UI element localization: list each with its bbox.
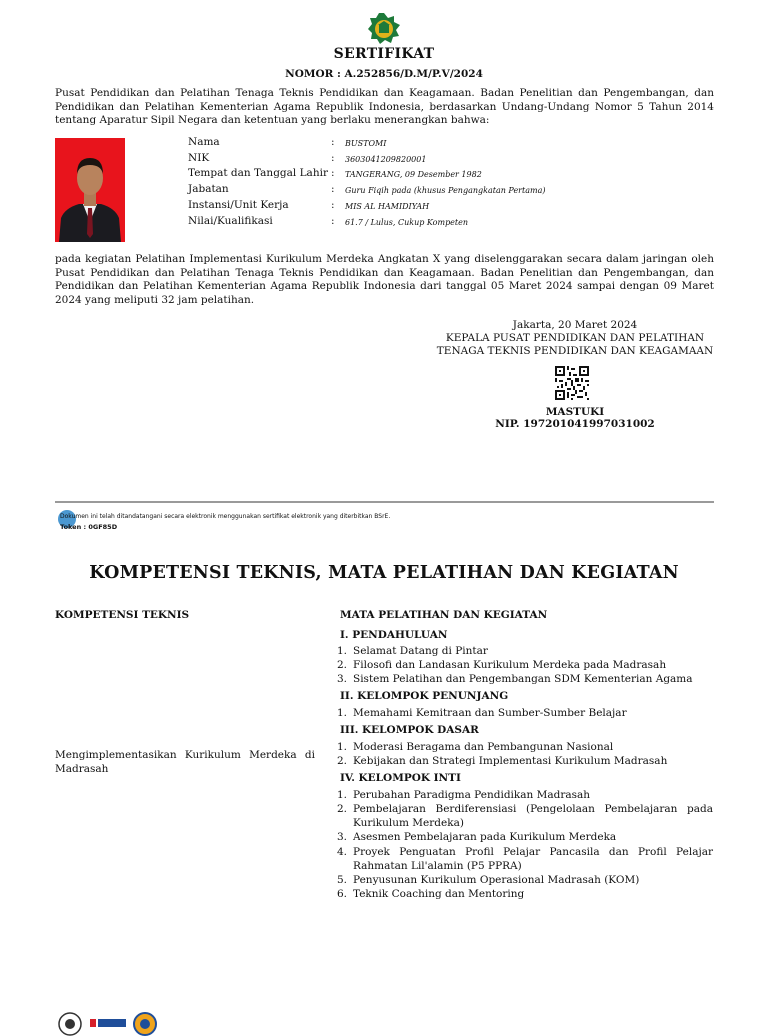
competency-description: Mengimplementasikan Kurikulum Merdeka di Madrasah	[55, 749, 315, 775]
section-title: III. KELOMPOK DASAR	[340, 724, 479, 736]
field-label-nilai: Nilai/Kualifikasi	[188, 215, 273, 227]
field-colon: :	[331, 183, 335, 195]
signatory-nip: NIP. 197201041997031002	[495, 418, 655, 430]
intro-paragraph: Pusat Pendidikan dan Pelatihan Tenaga Teknis Pendidikan dan Keagamaan. Badan Penelitian dan Pengembangan, dan Pendidikan dan Pelatihan Kementerian Agama Republik Indonesia, berdasarkan Undang-Undang Nomor 5 Tahun 2014 tentang Aparatur Sipil Negara dan ketentuan yang berlaku menerangkan bahwa:	[55, 87, 714, 126]
field-value-instansi: MIS AL HAMIDIYAH	[345, 202, 430, 211]
field-colon: :	[331, 152, 335, 164]
competency-title: KOMPETENSI TEKNIS, MATA PELATIHAN DAN KEGIATAN	[89, 563, 679, 583]
signature-position-line2: TENAGA TEKNIS PENDIDIKAN DAN KEAGAMAAN	[436, 345, 714, 357]
section-title: II. KELOMPOK PENUNJANG	[340, 690, 509, 702]
certificate-title: SERTIFIKAT	[333, 46, 435, 62]
signature-position-line1: KEPALA PUSAT PENDIDIKAN DAN PELATIHAN	[445, 332, 705, 344]
field-value-jabatan: Guru Fiqih pada (khusus Pengangkatan Pertama)	[345, 186, 546, 195]
certificate-number: NOMOR : A.252856/D.M/P.V/2024	[285, 68, 483, 80]
section-title: IV. KELOMPOK INTI	[340, 772, 461, 784]
kemenag-logo-icon	[367, 12, 401, 46]
footer-brand-logo-icon	[88, 1015, 128, 1027]
field-label-instansi: Instansi/Unit Kerja	[188, 199, 289, 211]
field-value-ttl: TANGERANG, 09 Desember 1982	[345, 170, 482, 179]
field-value-nik: 3603041209820001	[345, 155, 427, 164]
field-colon: :	[331, 136, 335, 148]
field-colon: :	[331, 215, 335, 227]
col-header-kompetensi: KOMPETENSI TEKNIS	[55, 609, 190, 621]
qr-code-icon	[555, 366, 589, 400]
signature-place-date: Jakarta, 20 Maret 2024	[512, 319, 638, 331]
esign-token: Token : 0GF85D	[60, 523, 118, 531]
participant-photo	[55, 138, 125, 242]
field-label-ttl: Tempat dan Tanggal Lahir	[188, 167, 328, 179]
col-header-mata-pelatihan: MATA PELATIHAN DAN KEGIATAN	[340, 609, 548, 621]
footer-divider	[55, 501, 714, 503]
signatory-name: MASTUKI	[545, 406, 605, 418]
section-title: I. PENDAHULUAN	[340, 629, 448, 641]
field-value-nama: BUSTOMI	[345, 139, 387, 148]
field-label-nama: Nama	[188, 136, 220, 148]
field-colon: :	[331, 167, 335, 179]
field-value-nilai: 61.7 / Lulus, Cukup Kompeten	[345, 218, 469, 227]
field-colon: :	[331, 199, 335, 211]
esign-note: Dokumen ini telah ditandatangani secara elektronik menggunakan sertifikat elektronik yang diterbitkan BSrE.	[60, 513, 391, 520]
field-label-nik: NIK	[188, 152, 210, 164]
footer-seal-icon	[133, 1012, 157, 1036]
field-label-jabatan: Jabatan	[188, 183, 229, 195]
body-paragraph: pada kegiatan Pelatihan Implementasi Kurikulum Merdeka Angkatan X yang diselenggarakan secara dalam jaringan oleh Pusat Pendidikan dan Pelatihan Tenaga Teknis Pendidikan dan Keagamaan. Badan Penelitian dan Pengembangan, dan Pendidikan dan Pelatihan Kementerian Agama Republik Indonesia dari tanggal 05 Maret 2024 sampai dengan 09 Maret 2024 yang meliputi 32 jam pelatihan.	[55, 253, 714, 306]
footer-emblem-icon	[58, 1012, 82, 1036]
